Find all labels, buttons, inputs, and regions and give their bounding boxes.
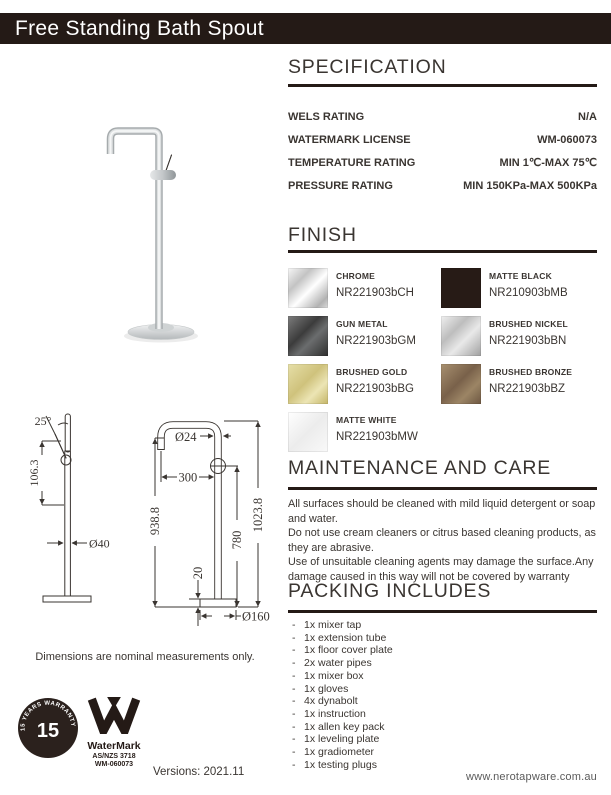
finish-name: BRUSHED NICKEL [489, 319, 568, 329]
finish-item-gun-metal [288, 316, 441, 356]
watermark-standard: AS/NZS 3718 [92, 753, 136, 760]
dim-label-total-height: 1023.8 [251, 497, 265, 533]
finish-code: NR221903bBG [336, 383, 414, 395]
spec-value: WM-060073 [537, 134, 597, 146]
watermark-license: WM-060073 [94, 761, 134, 768]
maintenance-text [288, 497, 598, 585]
finish-item-brushed-bronze [441, 364, 597, 404]
packing-item: - 1x testing plugs [292, 759, 592, 772]
spec-label: WATERMARK LICENSE [288, 134, 411, 146]
maintenance-rule [288, 487, 597, 490]
packing-item: - 1x allen key pack [292, 721, 592, 734]
spec-row-watermark [288, 129, 597, 152]
dim-label-reach: 300 [178, 470, 198, 485]
watermark-title: WaterMark [87, 740, 141, 752]
finish-name: CHROME [336, 271, 375, 281]
matte-white-swatch [288, 412, 328, 452]
spec-row-pressure [288, 175, 597, 198]
packing-item: - 1x instruction [292, 708, 592, 721]
specification-rule [288, 84, 597, 87]
maintenance-line: Do not use cream cleaners or citrus based cleaning products, as they are abrasive. [288, 527, 596, 554]
packing-item: - 1x mixer tap [292, 619, 592, 632]
maintenance-line: Use of unsuitable cleaning agents may damage the surface.Any damage caused in this way will not be covered by warranty [288, 556, 594, 583]
finish-heading: FINISH [288, 224, 357, 246]
finish-item-matte-black [441, 268, 597, 308]
packing-item: - 4x dynabolt [292, 695, 592, 708]
finish-item-brushed-nickel [441, 316, 597, 356]
packing-item: - 1x leveling plate [292, 733, 592, 746]
warranty-years: 15 [36, 720, 60, 742]
packing-list [292, 619, 592, 771]
spec-label: PRESSURE RATING [288, 180, 393, 192]
version-label: Versions: 2021.11 [153, 766, 245, 778]
bath-spout-image [111, 131, 199, 343]
spec-row-wels [288, 106, 597, 129]
finish-code: NR221903bBN [489, 335, 567, 347]
dim-label-base-thickness: 20 [191, 566, 205, 580]
packing-item: - 2x water pipes [292, 657, 592, 670]
website-url: www.nerotapware.com.au [466, 771, 597, 783]
spec-value: N/A [578, 111, 597, 123]
finish-code: NR221903bGM [336, 335, 416, 347]
finish-rule [288, 250, 597, 253]
finish-name: MATTE WHITE [336, 415, 397, 425]
dimensions-note: Dimensions are nominal measurements only. [35, 651, 255, 663]
dim-label-spout-height: 938.8 [148, 506, 162, 536]
brushed-gold-swatch [288, 364, 328, 404]
dim-label-angle: 25° [34, 414, 52, 428]
technical-drawing [12, 403, 284, 647]
packing-item: - 1x gloves [292, 683, 592, 696]
dim-label-upper-height: 106.3 [27, 459, 41, 487]
finish-name: BRUSHED BRONZE [489, 367, 573, 377]
specification-heading: SPECIFICATION [288, 56, 447, 78]
packing-rule [288, 610, 597, 613]
finish-name: MATTE BLACK [489, 271, 552, 281]
packing-item: - 1x mixer box [292, 670, 592, 683]
dim-label-handle-height: 780 [230, 530, 244, 550]
packing-item: - 1x floor cover plate [292, 644, 592, 657]
dim-label-base-diameter: Ø160 [242, 609, 270, 624]
side-view-drawing [27, 414, 110, 602]
finish-item-brushed-gold [288, 364, 441, 404]
brushed-bronze-swatch [441, 364, 481, 404]
finish-item-matte-white [288, 412, 441, 452]
warranty-arc-text: 15 YEARS WARRANTY [20, 700, 76, 732]
page-title: Free Standing Bath Spout [15, 17, 264, 40]
packing-heading: PACKING INCLUDES [288, 580, 492, 602]
chrome-swatch [288, 268, 328, 308]
warranty-badge [17, 697, 79, 759]
packing-item: - 1x gradiometer [292, 746, 592, 759]
finish-options [288, 268, 597, 452]
packing-item: - 1x extension tube [292, 632, 592, 645]
watermark-certification [82, 697, 146, 768]
spec-row-temperature [288, 152, 597, 175]
brushed-nickel-swatch [441, 316, 481, 356]
front-view-drawing [148, 421, 270, 626]
finish-name: GUN METAL [336, 319, 388, 329]
spec-label: TEMPERATURE RATING [288, 157, 416, 169]
page-title-banner [0, 13, 611, 44]
finish-code: NR221903bCH [336, 287, 414, 299]
maintenance-heading: MAINTENANCE AND CARE [288, 457, 552, 479]
matte-black-swatch [441, 268, 481, 308]
maintenance-line: All surfaces should be cleaned with mild liquid detergent or soap and water. [288, 498, 596, 525]
finish-name: BRUSHED GOLD [336, 367, 408, 377]
finish-code: NR221903bBZ [489, 383, 566, 395]
finish-code: NR210903bMB [489, 287, 568, 299]
specification-table [288, 106, 597, 198]
spec-label: WELS RATING [288, 111, 365, 123]
finish-code: NR221903bMW [336, 431, 418, 443]
watermark-logo-icon [87, 697, 141, 734]
gun-metal-swatch [288, 316, 328, 356]
spec-value: MIN 150KPa-MAX 500KPa [463, 180, 597, 192]
spec-value: MIN 1℃-MAX 75℃ [499, 157, 597, 169]
product-photo [95, 108, 225, 358]
dim-label-pole-diameter: Ø40 [89, 536, 110, 551]
finish-item-chrome [288, 268, 441, 308]
dim-label-spout-diameter: Ø24 [175, 430, 197, 444]
